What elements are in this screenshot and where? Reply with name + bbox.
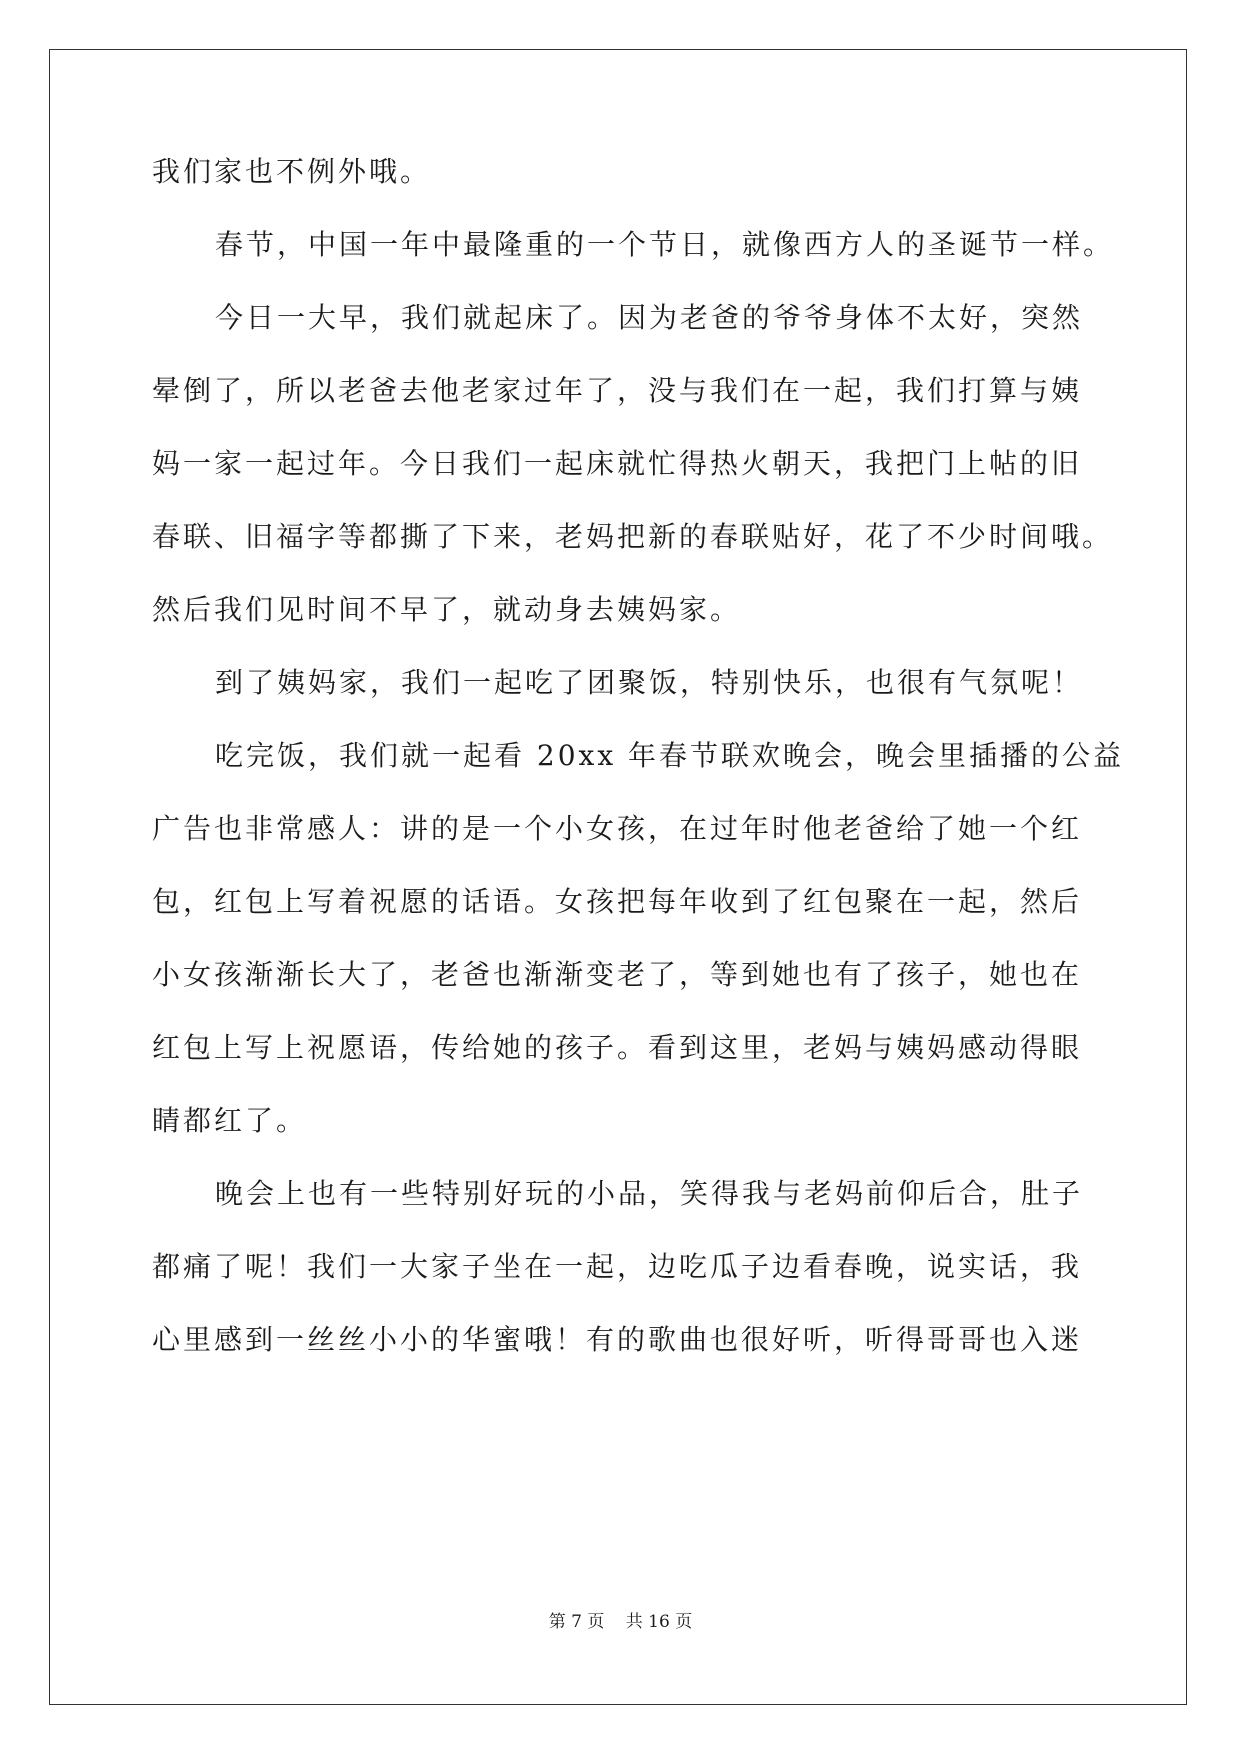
text-line: 睛都红了。 <box>152 1104 308 1137</box>
text-line: 晕倒了，所以老爸去他老家过年了，没与我们在一起，我们打算与姨 <box>152 374 1083 407</box>
text-line: 广告也非常感人：讲的是一个小女孩，在过年时他老爸给了她一个红 <box>152 812 1083 845</box>
text-line: 春联、旧福字等都撕了下来，老妈把新的春联贴好，花了不少时间哦。 <box>152 520 1114 553</box>
paragraph-first-line: 到了姨妈家，我们一起吃了团聚饭，特别快乐，也很有气氛呢！ <box>215 666 1084 699</box>
text-line: 包，红包上写着祝愿的话语。女孩把每年收到了红包聚在一起，然后 <box>152 885 1083 918</box>
text-line: 妈一家一起过年。今日我们一起床就忙得热火朝天，我把门上帖的旧 <box>152 447 1083 480</box>
page-footer <box>0 1610 1241 1634</box>
text-line: 小女孩渐渐长大了，老爸也渐渐变老了，等到她也有了孩子，她也在 <box>152 958 1083 991</box>
paragraph-first-line: 吃完饭，我们就一起看 20xx 年春节联欢晚会，晚会里插播的公益 <box>215 739 1125 772</box>
page-number: 第 7 页 <box>548 1612 605 1632</box>
text-line: 心里感到一丝丝小小的华蜜哦！有的歌曲也很好听，听得哥哥也入迷 <box>152 1323 1083 1356</box>
text-line: 然后我们见时间不早了，就动身去姨妈家。 <box>152 593 742 626</box>
paragraph-first-line: 春节，中国一年中最隆重的一个节日，就像西方人的圣诞节一样。 <box>215 228 1115 261</box>
total-pages: 共 16 页 <box>625 1612 693 1632</box>
text-line: 红包上写上祝愿语，传给她的孩子。看到这里，老妈与姨妈感动得眼 <box>152 1031 1083 1064</box>
paragraph-first-line: 晚会上也有一些特别好玩的小品，笑得我与老妈前仰后合，肚子 <box>215 1177 1084 1210</box>
text-line: 我们家也不例外哦。 <box>152 155 432 188</box>
paragraph-first-line: 今日一大早，我们就起床了。因为老爸的爷爷身体不太好，突然 <box>215 301 1084 334</box>
text-line: 都痛了呢！我们一大家子坐在一起，边吃瓜子边看春晚，说实话，我 <box>152 1250 1083 1283</box>
